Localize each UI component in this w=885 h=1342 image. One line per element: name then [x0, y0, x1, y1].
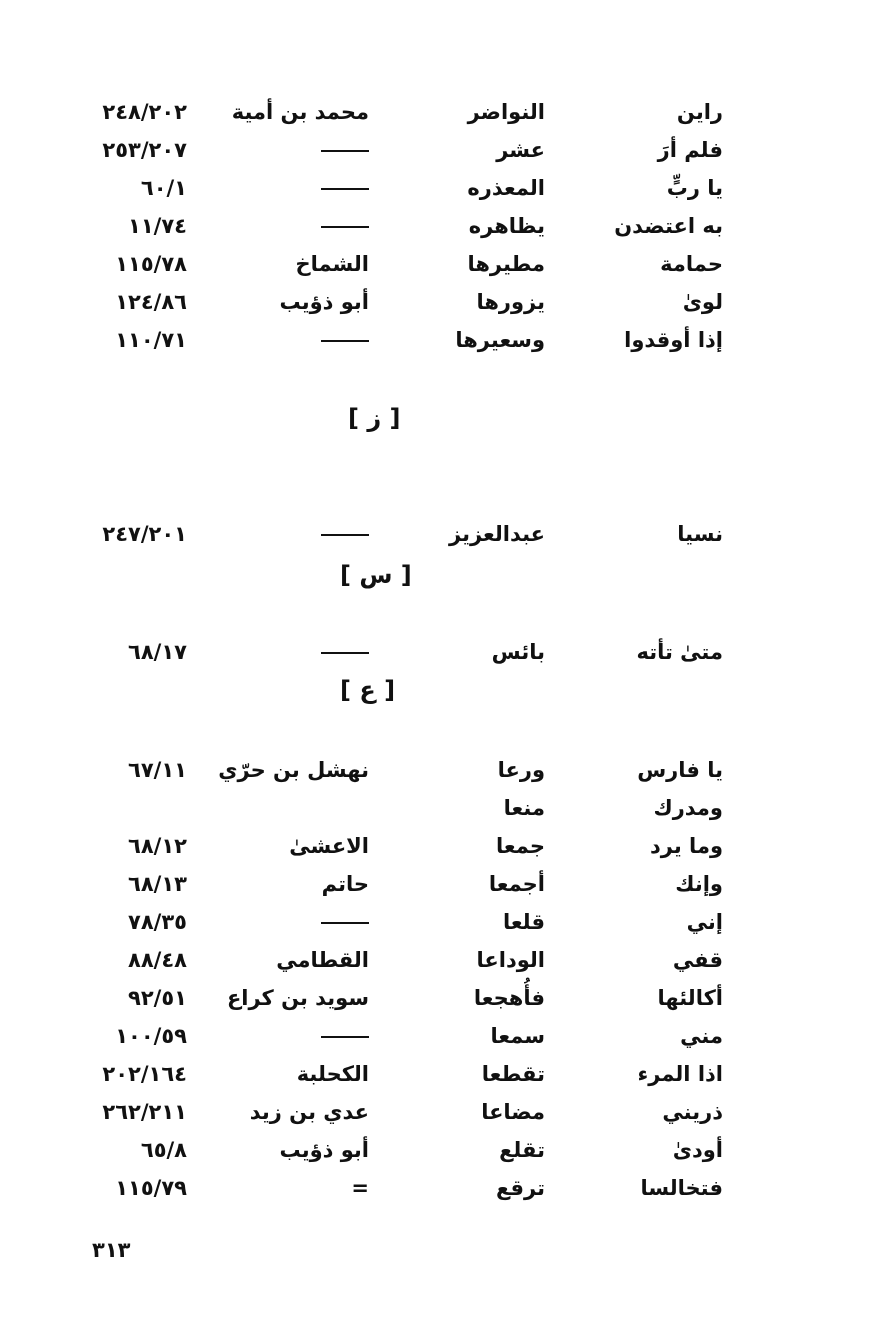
poet-cell: سويد بن كراع	[226, 986, 369, 1010]
table-row	[0, 324, 885, 362]
poet-cell	[321, 636, 369, 668]
table-row	[0, 792, 885, 830]
ref-cell: ١١٥/٧٨	[115, 252, 187, 276]
poet-cell	[321, 324, 369, 356]
ref-cell: ٦٥/٨	[140, 1138, 187, 1162]
ref-cell: ٦٨/١٣	[128, 872, 187, 896]
table-row	[0, 1020, 885, 1058]
ref-cell: ٢٦٢/٢١١	[102, 1100, 187, 1124]
rhyme-cell: وسعيرها	[455, 328, 545, 352]
dash-placeholder	[321, 188, 369, 190]
rhyme-cell: الوداعا	[476, 948, 545, 972]
dash-placeholder	[321, 652, 369, 654]
poet-cell: عدي بن زيد	[249, 1100, 369, 1124]
rhyme-cell: عشر	[496, 138, 545, 162]
rhyme-cell: ترقع	[495, 1176, 545, 1200]
rhyme-cell: منعا	[503, 796, 545, 820]
table-row	[0, 906, 885, 944]
rhyme-cell: فأُهجعا	[473, 986, 545, 1010]
section-heading: [ ز ]	[348, 404, 401, 432]
word-cell: وإنك	[675, 872, 723, 896]
rhyme-cell: تقلع	[499, 1138, 545, 1162]
ref-cell: ١١٠/٧١	[115, 328, 187, 352]
dash-placeholder	[321, 340, 369, 342]
poet-cell: الشماخ	[295, 252, 369, 276]
rhyme-cell: قلعا	[502, 910, 545, 934]
rhyme-cell: المعذره	[467, 176, 545, 200]
dash-placeholder	[321, 150, 369, 152]
rhyme-cell: عبدالعزيز	[449, 522, 545, 546]
rhyme-cell: أجمعا	[488, 872, 545, 896]
ref-cell: ٧٨/٣٥	[128, 910, 187, 934]
ref-cell: ٨٨/٤٨	[128, 948, 187, 972]
poet-cell: نهشل بن حرّي	[218, 758, 369, 782]
table-row	[0, 518, 885, 556]
word-cell: ذريني	[662, 1100, 723, 1124]
word-cell: أكالئها	[657, 986, 723, 1010]
poet-cell	[321, 172, 369, 204]
word-cell: مني	[680, 1024, 723, 1048]
rhyme-cell: يزورها	[476, 290, 545, 314]
ref-cell: ٩٢/٥١	[128, 986, 187, 1010]
rhyme-cell: بائس	[491, 640, 545, 664]
rhyme-cell: يظاهره	[468, 214, 545, 238]
dash-placeholder	[321, 226, 369, 228]
section-heading: [ س ]	[340, 561, 412, 589]
table-row	[0, 754, 885, 792]
rhyme-cell: تقطعا	[481, 1062, 545, 1086]
word-cell: وما يرد	[650, 834, 723, 858]
poet-cell: الكحلبة	[296, 1062, 369, 1086]
word-cell: إني	[686, 910, 723, 934]
word-cell: اذا المرء	[637, 1062, 723, 1086]
table-row	[0, 1172, 885, 1210]
dash-placeholder	[321, 1036, 369, 1038]
poet-cell	[321, 906, 369, 938]
ref-cell: ٦٠/١	[140, 176, 187, 200]
poet-cell: محمد بن أمية	[231, 100, 369, 124]
word-cell: متىٰ تأته	[636, 640, 723, 664]
poet-cell: أبو ذؤيب	[279, 290, 369, 314]
word-cell: نسيا	[677, 522, 723, 546]
table-row	[0, 1096, 885, 1134]
rhyme-cell: مضاعا	[481, 1100, 545, 1124]
word-cell: لوىٰ	[682, 290, 723, 314]
table-row	[0, 134, 885, 172]
ref-cell: ٦٨/١٧	[128, 640, 187, 664]
table-row	[0, 172, 885, 210]
ref-cell: ٦٨/١٢	[128, 834, 187, 858]
word-cell: إذا أوقدوا	[624, 328, 723, 352]
ref-cell: ٢٥٣/٢٠٧	[102, 138, 187, 162]
rhyme-cell: مطيرها	[467, 252, 545, 276]
table-row	[0, 982, 885, 1020]
ref-cell: ١٠٠/٥٩	[115, 1024, 187, 1048]
table-row	[0, 96, 885, 134]
word-cell: يا ربٍّ	[666, 176, 723, 200]
poet-cell: حاتم	[321, 872, 369, 896]
table-row	[0, 210, 885, 248]
poet-cell	[321, 210, 369, 242]
word-cell: أودىٰ	[672, 1138, 723, 1162]
rhyme-cell: النواضر	[467, 100, 545, 124]
table-row	[0, 1058, 885, 1096]
rhyme-cell: سمعا	[490, 1024, 545, 1048]
ref-cell: ٢٠٢/١٦٤	[102, 1062, 187, 1086]
word-cell: فلم أرَ	[657, 138, 723, 162]
dash-placeholder	[321, 534, 369, 536]
ref-cell: ١١٥/٧٩	[115, 1176, 187, 1200]
table-row	[0, 1134, 885, 1172]
ref-cell: ١١/٧٤	[128, 214, 187, 238]
table-row	[0, 636, 885, 674]
ref-cell: ٢٤٧/٢٠١	[102, 522, 187, 546]
ref-cell: ٢٤٨/٢٠٢	[102, 100, 187, 124]
poet-cell	[321, 134, 369, 166]
word-cell: راين	[676, 100, 723, 124]
table-row	[0, 868, 885, 906]
section-heading: [ ع ]	[340, 676, 396, 704]
word-cell: حمامة	[660, 252, 723, 276]
poet-cell: =	[351, 1176, 369, 1200]
table-row	[0, 286, 885, 324]
table-row	[0, 248, 885, 286]
word-cell: فتخالسا	[640, 1176, 723, 1200]
dash-placeholder	[321, 922, 369, 924]
rhyme-cell: ورعا	[497, 758, 545, 782]
table-row	[0, 944, 885, 982]
page-number: ٣١٣	[92, 1238, 131, 1262]
ref-cell: ١٢٤/٨٦	[115, 290, 187, 314]
poet-cell: أبو ذؤيب	[279, 1138, 369, 1162]
poet-cell	[321, 518, 369, 550]
poet-cell	[321, 1020, 369, 1052]
ref-cell: ٦٧/١١	[128, 758, 187, 782]
poet-cell: الاعشىٰ	[289, 834, 369, 858]
poet-cell: القطامي	[276, 948, 369, 972]
word-cell: به اعتضدن	[614, 214, 723, 238]
rhyme-cell: جمعا	[496, 834, 545, 858]
word-cell: ومدرك	[653, 796, 723, 820]
word-cell: يا فارس	[637, 758, 723, 782]
word-cell: قفي	[672, 948, 723, 972]
table-row	[0, 830, 885, 868]
